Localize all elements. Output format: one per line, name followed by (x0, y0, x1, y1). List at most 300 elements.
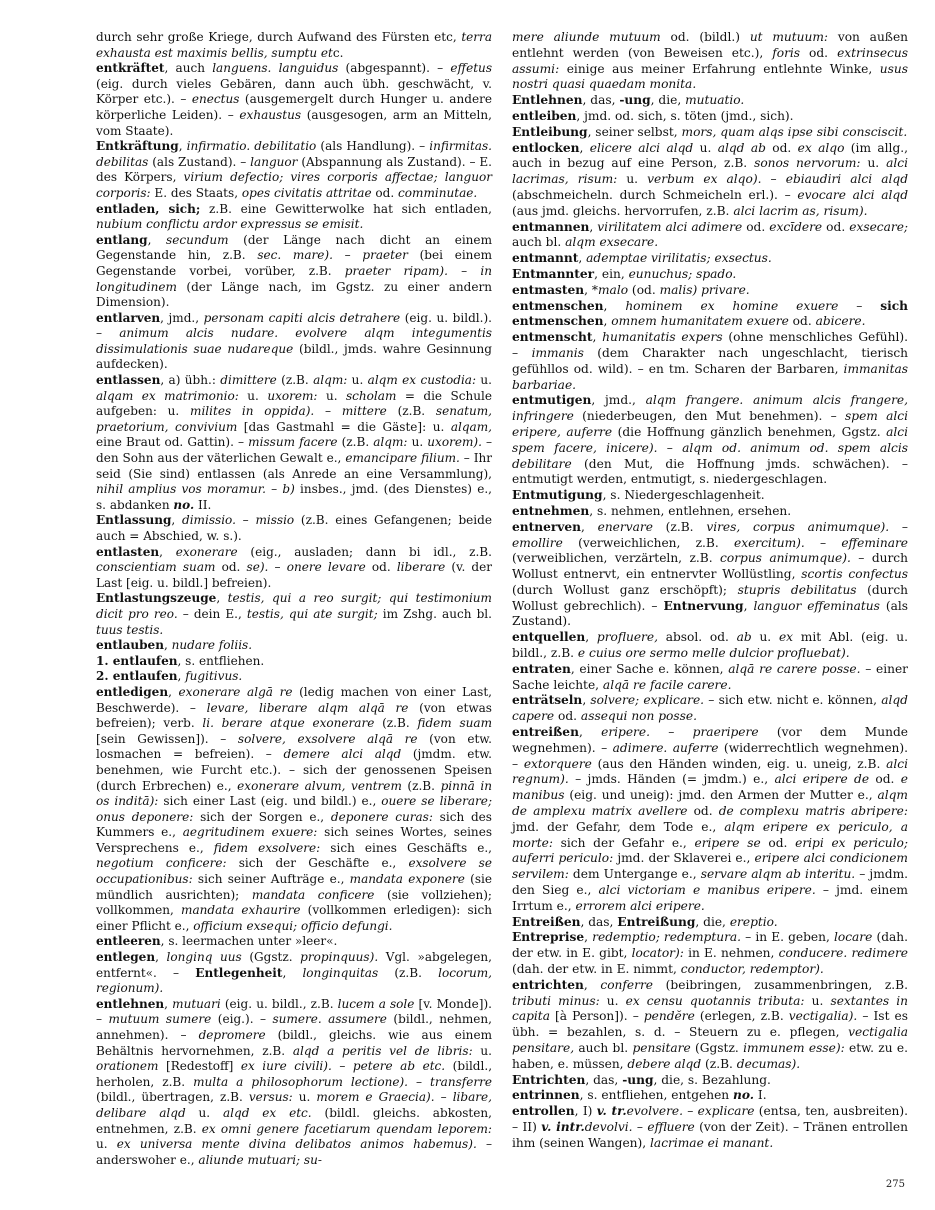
latin-text: mutuari (172, 996, 221, 1011)
dictionary-entry (512, 393, 908, 488)
latin-text: tuus testis. (96, 622, 164, 637)
entry-text: , (163, 638, 172, 653)
dictionary-entry (96, 591, 492, 638)
entry-text: , (603, 314, 612, 329)
entry-text: (od. (628, 282, 660, 297)
latin-text: aegritudinem exuere: (182, 825, 318, 840)
entry-text: od. (742, 219, 770, 234)
headword: Entlegenheit (195, 965, 283, 980)
entry-text: (eig. u. bildl.). – (96, 310, 493, 341)
latin-text: secundum (166, 232, 229, 247)
entry-text: (von etw. losmachen = befreien). – (96, 731, 492, 762)
entry-text: (bildl., gleichs. wie aus einem Behältnis hervornehmen, z.B. (96, 1028, 492, 1058)
entry-text: (beibringen, zusammenbringen, z.B. (653, 977, 909, 992)
latin-text: levare, liberare alqm alqā re (206, 700, 409, 715)
latin-text: demere alci alqd (283, 747, 402, 762)
headword: entnehmen (512, 503, 590, 518)
entry-text: mit Abl. (eig. u. bildl., z.B. (512, 630, 908, 661)
latin-text: foris (772, 45, 801, 60)
latin-text: exhaustus (239, 107, 302, 122)
latin-text: versus: (248, 1090, 293, 1105)
entry-text: (von etwas befreien); verb. (96, 700, 492, 731)
entry-text: (z.B. (337, 435, 374, 450)
entry-text: – anderswoher e., (96, 1137, 492, 1167)
latin-text: ex universa mente divina delibatos animos habemus). (116, 1137, 477, 1152)
entry-text: u. (238, 388, 268, 403)
dictionary-entry (512, 725, 908, 915)
latin-text: alci regnum). (512, 756, 908, 787)
headword: Entkräftung (96, 139, 179, 154)
entry-text: , seiner selbst, (587, 124, 682, 139)
latin-text: ex alqo (797, 140, 845, 155)
entry-text: c. (332, 45, 344, 60)
entry-text: einige aus meiner Erfahrung entlehnte Winke, (559, 61, 880, 76)
entry-text: (vor dem Munde wegnehmen). – (512, 725, 909, 755)
entry-text: , (743, 598, 754, 613)
headword: Entreprise (512, 930, 585, 945)
entry-text: od. (215, 560, 247, 575)
entry-text: jmd. der Sklaverei e., (613, 851, 755, 866)
latin-text: alqā re facile carere. (602, 677, 732, 692)
entry-text: , (155, 950, 167, 965)
latin-text: e cuius ore sermo melle dulcior profluebat). (577, 646, 850, 661)
latin-text: exonerare (175, 544, 238, 559)
entry-text: , das, (580, 914, 618, 929)
latin-text: ut mutuum: (749, 30, 829, 44)
latin-text: de complexu matris abripere: (718, 804, 908, 819)
latin-text: profluere, (596, 630, 658, 645)
latin-text: debere alqd (627, 1056, 702, 1071)
latin-text: tributi minus: (512, 993, 600, 1008)
latin-text: alqd capere (512, 693, 908, 724)
entry-text: od. (788, 314, 816, 329)
latin-text: sextantes in capita (512, 993, 908, 1024)
entry-text: u. (617, 172, 648, 187)
dictionary-entry (96, 61, 492, 139)
latin-text: testis, qui ate surgit; (246, 606, 378, 621)
dictionary-entry (512, 1104, 908, 1151)
headword: entlocken (512, 140, 580, 155)
dictionary-entry (96, 685, 492, 935)
entry-text: – (889, 519, 909, 534)
entry-text: od. (371, 185, 399, 200)
latin-text: senatum, praetorium, convivium (96, 404, 493, 434)
latin-text: lucem a sole (337, 996, 415, 1011)
entry-text: jmd. der Gefahr, dem Tode e., (512, 819, 725, 834)
entry-text: , (603, 298, 626, 313)
entry-text: , die, s. Bezahlung. (653, 1072, 771, 1087)
latin-text: propinquus). (300, 950, 379, 965)
latin-text: alqam ex matrimonio: (96, 388, 239, 403)
entry-text: od. (800, 45, 838, 60)
dictionary-entry (96, 202, 492, 233)
latin-text: eripere. (601, 725, 650, 740)
headword: entlegen (96, 950, 156, 965)
entry-text: (der Länge nach dicht an einem Gegenstande hin, z.B. (96, 232, 492, 263)
latin-text: locator): (631, 946, 684, 961)
latin-text: effluere (647, 1119, 695, 1134)
latin-text: locare (833, 930, 873, 945)
latin-text: virium defectio; vires corporis affectae; languor corporis: (96, 170, 493, 200)
dictionary-entry (512, 251, 908, 267)
headword: entlang (96, 232, 148, 247)
latin-text: humanitatis expers (602, 330, 723, 345)
entry-text: (ledig machen von einer Last, Beschwerde). – (96, 684, 492, 715)
dictionary-entry (512, 930, 908, 977)
latin-text: b) (282, 482, 295, 497)
entry-text: (z.B. (276, 373, 314, 388)
dictionary-entry (512, 267, 908, 283)
entry-text: , die, (650, 93, 686, 108)
entry-text: , (578, 251, 587, 266)
latin-text: languens. languidus (212, 61, 339, 76)
latin-text: malo (598, 282, 629, 297)
latin-text: uxorem: (267, 388, 318, 403)
dictionary-entry (512, 978, 908, 1073)
entry-text: – (331, 1059, 353, 1074)
latin-text: errorem alci eripere. (575, 898, 705, 913)
headword: Entmannter (512, 266, 595, 281)
latin-text: alqm exsecare. (565, 235, 659, 250)
latin-text: sec. mare). (257, 248, 333, 263)
entry-text: , (579, 140, 590, 155)
entry-text: – (235, 513, 256, 528)
entry-text: insbes., jmd. (des Dienstes) e., s. abdanken (96, 482, 492, 512)
headword: Entlehnen (512, 93, 583, 108)
latin-text: officium exsequi; officio defungi. (193, 918, 393, 933)
entry-text: – den Sohn aus der väterlichen Gewalt e., (96, 435, 493, 466)
entry-text: – einer Sache leichte, (512, 661, 909, 692)
latin-text: immanis (531, 345, 584, 360)
entry-text: u. (347, 373, 368, 388)
latin-text: infirmatio. debilitatio (186, 139, 317, 154)
entry-text: u. (751, 630, 779, 645)
entry-text: u. (599, 993, 626, 1008)
headword: entlauben (96, 638, 164, 653)
latin-text: scortis confectus (801, 567, 908, 582)
latin-text: alqm ex custodia: (367, 373, 477, 388)
entry-text: – durch Wollust entnervt, ein entnervter Wollüstling, (512, 551, 908, 582)
entry-text: II. (194, 497, 212, 512)
entry-text: – jmdm. den Sieg e., (512, 867, 908, 898)
latin-text: vectigalia pensitare, (512, 1025, 908, 1055)
headword: entnerven (512, 519, 581, 534)
dictionary-entry (512, 283, 908, 299)
entry-text: (als Zustand). (512, 598, 908, 629)
entry-text: (Ggstz. (690, 1041, 744, 1055)
entry-text: [Redestoff] (158, 1059, 241, 1074)
entry-text: – (649, 725, 693, 740)
latin-text: comminutae. (398, 185, 478, 200)
entry-text: u. (693, 140, 718, 155)
latin-text: nihil amplius vos moramur. (96, 482, 266, 497)
entry-text: (im allg., auch in bezug auf eine Person, z.B. (512, 140, 908, 171)
dictionary-entry (512, 1088, 908, 1104)
entry-text: , jmd. od. sich, s. töten (jmd., sich). (576, 108, 794, 123)
entry-text: (die Hoffnung gänzlich benehmen, Ggstz. (612, 424, 887, 439)
entry-text: sich eines Geschäfts e., (320, 840, 492, 855)
entry-text: , (168, 684, 179, 699)
headword: Entmutigung (512, 488, 603, 503)
latin-text: negotium conficere: (96, 856, 227, 871)
entry-text: = die Schule aufgeben: u. (96, 388, 493, 419)
entry-text: auch bl. (574, 1041, 633, 1055)
entry-text: , jmd., (591, 393, 646, 408)
latin-text: mutuatio. (685, 93, 745, 108)
latin-text: alqm: (313, 373, 348, 388)
latin-text: fidem exsolvere: (213, 840, 321, 855)
entry-text: , * (584, 282, 598, 297)
latin-text: e manibus (512, 772, 909, 803)
headword: Entleibung (512, 124, 588, 139)
headword: entreißen (512, 725, 579, 740)
latin-text: in longitudinem (96, 263, 492, 294)
entry-text: , s. entfliehen. (177, 653, 265, 668)
entry-text: (bildl., herholen, z.B. (96, 1059, 493, 1089)
latin-text: servare alqm ab interitu. (700, 867, 856, 882)
headword: entmannen (512, 219, 590, 234)
dictionary-entry (512, 488, 908, 504)
latin-text: ouere se liberare; onus deponere: (96, 794, 492, 824)
dictionary-entry (96, 233, 492, 311)
latin-text: alqd a peritis vel de libris: (292, 1043, 473, 1058)
latin-text: enectus (191, 92, 240, 107)
dictionary-entry (96, 139, 492, 201)
entry-text: od. (765, 140, 798, 155)
latin-text: orationem (96, 1059, 159, 1074)
entry-text: od. (869, 772, 901, 787)
headword: entlarven (96, 310, 161, 325)
latin-text: animum alcis nudare. evolvere alqm integumentis dissimulationis suae nudareque (96, 326, 492, 356)
entry-text: – (761, 172, 786, 187)
latin-text: liberare (396, 560, 446, 575)
latin-text: eunuchus; spado. (628, 266, 737, 281)
latin-text: missio (255, 513, 295, 528)
entry-text: , a) übh.: (160, 373, 221, 388)
dictionary-entry (512, 109, 908, 125)
entry-text: (entsa, ten, ausbreiten). – II) (512, 1104, 909, 1134)
latin-text: abicere. (815, 314, 866, 329)
entry-text: (z.B. (378, 965, 439, 980)
latin-text: se). (246, 560, 269, 575)
latin-text: immanitas barbariae. (512, 361, 908, 392)
dictionary-entry (512, 330, 908, 393)
entry-text: (vollkommen erledigen): sich einer Pflicht e., (96, 903, 493, 933)
entry-text: (ausgemergelt durch Hunger u. andere körperliche Leiden). – (96, 92, 492, 122)
latin-text: nudare foliis. (171, 638, 253, 653)
entry-text: , s. nehmen, entlehnen, ersehen. (589, 503, 792, 518)
latin-text: conscientiam suam (96, 560, 216, 575)
headword: -ung (622, 1072, 654, 1087)
latin-text: petere ab etc. (352, 1059, 446, 1074)
entry-text: (als Zustand). – (148, 154, 251, 169)
entry-text: sich der Gefahr e., (552, 835, 695, 850)
dictionary-entry (512, 1073, 908, 1089)
latin-text: verbum ex alqo). (647, 172, 762, 187)
latin-text: eripere se (694, 835, 761, 850)
dictionary-entry (512, 93, 908, 109)
latin-text: praeter ripam). (344, 263, 448, 278)
entry-text: (dah. der etw. in E. gibt, (512, 930, 909, 961)
entry-text: (niederbeugen, den Mut benehmen). – (573, 409, 846, 424)
latin-text: pendĕre (643, 1009, 695, 1024)
latin-text: hominem ex homine exuere (625, 298, 839, 313)
entry-text: (ausgesogen, arm an Mitteln, vom Staate). (96, 107, 493, 138)
latin-text: alqm frangere. animum alcis frangere, infringere (512, 393, 908, 424)
entry-text: – Ist es übh. = bezahlen, s. d. – Steuern zu e. pflegen, (512, 1009, 908, 1040)
entry-text: eine Braut od. Gattin). – (96, 435, 249, 450)
headword: enträtseln (512, 693, 583, 708)
latin-text: multa a philosophorum lectione). (193, 1074, 408, 1089)
latin-text: effeminare (841, 535, 908, 550)
entry-text: [à Person]). – (549, 1009, 644, 1024)
latin-text: decumas). (736, 1056, 801, 1071)
headword: entleiben (512, 108, 577, 123)
entry-text: , (216, 591, 228, 606)
latin-text: usus nostri quasi quaedam monita. (512, 61, 908, 92)
dictionary-entry (512, 141, 908, 220)
latin-text: scholam (345, 388, 397, 403)
entry-text: (aus den Händen winden, eig. u. uneig, z.B. (591, 756, 887, 771)
entry-text: – (447, 263, 481, 278)
latin-text: mandata conficere (251, 887, 375, 902)
latin-text: sumere. assumere (272, 1012, 387, 1027)
entry-text: (eig.). – (211, 1012, 273, 1027)
entry-text: , einer Sache e. können, (570, 661, 729, 676)
latin-text: conducere. redimere (778, 946, 908, 961)
entry-text: sich seiner Aufträge e., (192, 872, 350, 887)
entry-text: u. (472, 1043, 492, 1058)
latin-text: extrinsecus assumi: (512, 45, 909, 76)
entry-text: , (159, 544, 176, 559)
entry-text: u. (96, 1137, 117, 1152)
entry-text: , (147, 232, 167, 247)
left-column (96, 30, 492, 1168)
entry-text: etw. zu e. haben, e. müssen, (512, 1041, 908, 1071)
headword: entmutigen (512, 393, 592, 408)
entry-text: – (632, 1119, 648, 1134)
latin-text: alci eripere de (774, 772, 870, 787)
latin-text: emancipare filium. (345, 451, 460, 466)
headword: Entlastungszeuge (96, 591, 217, 606)
entry-text: (durch Wollust ganz erschöpft); (512, 582, 738, 597)
latin-text: evocare alci alqd (797, 187, 909, 202)
dictionary-entry (512, 915, 908, 931)
entry-text: , (580, 519, 598, 534)
entry-text: auch bl. (512, 235, 566, 250)
entry-text: absol. od. (657, 630, 737, 645)
headword: entmenschen (512, 298, 604, 313)
entry-text: (dah. der etw. in E. nimmt, (512, 962, 681, 977)
headword: 2. entlaufen (96, 669, 178, 684)
headword: entraten (512, 661, 571, 676)
entry-text: (der Länge nach, im Ggstz. zu einer andern Dimension). (96, 279, 492, 310)
entry-text: (eig. durch vieles Gebären, dann auch übh. geschwächt, v. Körper etc.). – (96, 76, 492, 107)
latin-text: terra exhausta est maximis bellis, sumptu et (96, 30, 492, 60)
headword: entlehnen (96, 996, 165, 1011)
entry-text: (bildl., jmds. wahre Gesinnung aufdecken). (96, 341, 492, 372)
entry-text: , (578, 725, 602, 740)
entry-text: u. (185, 1105, 223, 1120)
latin-text: alqd ab (717, 140, 766, 155)
latin-text: praeter (362, 248, 408, 263)
entry-text: (durch Wollust gebrechlich). – (512, 582, 908, 613)
entry-text: , (164, 996, 173, 1011)
dictionary-entry (512, 662, 908, 694)
dictionary-entry (512, 30, 908, 93)
entry-text: sich der Geschäfte e., (226, 856, 409, 871)
latin-text: ereptio. (729, 914, 778, 929)
latin-text: sonos nervorum: (754, 156, 861, 171)
latin-text: spem alci eripere, auferre (512, 409, 908, 439)
entry-text: , (585, 630, 597, 645)
latin-text: assequi non posse. (580, 709, 697, 724)
latin-text: ex censu quotannis tributa: (625, 993, 805, 1008)
latin-text: longinq uus (166, 950, 242, 965)
dictionary-entry (512, 220, 908, 252)
entry-text: (ohne menschliches Gefühl). – (512, 330, 908, 360)
entry-text: (eig. u. bildl., z.B. (220, 996, 338, 1011)
entry-text: – jmds. Händen (= jmdm.) e., (568, 772, 775, 787)
headword: entledigen (96, 684, 169, 699)
latin-text: vires, corpus animumque). (706, 519, 890, 534)
latin-text: alqm de amplexu matrix avellere (512, 788, 908, 819)
dictionary-entry (96, 545, 492, 592)
latin-text: fugitivus. (185, 669, 243, 684)
latin-text: li. berare atque exonerare (202, 716, 375, 731)
latin-text: alci lacrimas, risum: (512, 156, 908, 187)
entry-text: (sie mündlich ausrichten); (96, 872, 492, 902)
latin-text: ex (778, 630, 794, 645)
entry-text: , (282, 965, 303, 980)
entry-text: , I) (574, 1104, 597, 1119)
entry-text: (verweiblichen, verzärteln, z.B. (512, 551, 721, 566)
entry-text: , (171, 513, 182, 528)
dictionary-entry (512, 125, 908, 141)
latin-text: eripere alci condicionem servilem: (512, 851, 908, 882)
entry-text: [sein Gewissen]). – (96, 731, 238, 746)
entry-text: – sich etw. nicht e. können, (704, 693, 882, 708)
entry-text: (sie vollziehen); vollkommen, (96, 887, 492, 918)
entry-text: von außen entlehnt werden (von Beweisen etc.), (512, 30, 909, 60)
latin-text: stupris debilitatus (737, 582, 857, 597)
entry-text: , (583, 977, 601, 992)
entry-text: , auch (164, 61, 213, 76)
latin-text: extorquere (523, 756, 592, 771)
emphasis-text: v. tr. (596, 1104, 627, 1119)
headword: entlassen (96, 373, 161, 388)
latin-text: mors, quam alqs ipse sibi consciscit. (681, 124, 908, 139)
entry-text: (den Mut, die Hoffnung jmds. schwächen). – entmutigt werden, entmutigt, s. niedergeschlagen. (512, 456, 908, 487)
dictionary-entry (96, 950, 492, 997)
latin-text: conductor, redemptor). (680, 962, 824, 977)
latin-text: praeripere (692, 725, 759, 740)
headword: sich entmenschen (512, 298, 909, 329)
headword: Entreißung (617, 914, 696, 929)
latin-text: alqam, (450, 419, 492, 434)
dictionary-entry (96, 373, 492, 513)
latin-text: solvere; explicare. (590, 693, 705, 708)
entry-text: od. (554, 709, 581, 724)
page-number: 275 (885, 1179, 905, 1190)
entry-text: od. (760, 835, 796, 850)
latin-text: effetus (450, 61, 492, 76)
latin-text: personam capiti alcis detrahere (203, 310, 401, 325)
entry-text: (dem Charakter nach ungeschlacht, tierisch gefühllos od. wild). – en tm. Scharen der Barbaren, (512, 345, 909, 376)
dictionary-entry (96, 934, 492, 950)
latin-text: exonerare alvum, ventrem (237, 778, 402, 793)
dictionary-entry (96, 30, 492, 61)
